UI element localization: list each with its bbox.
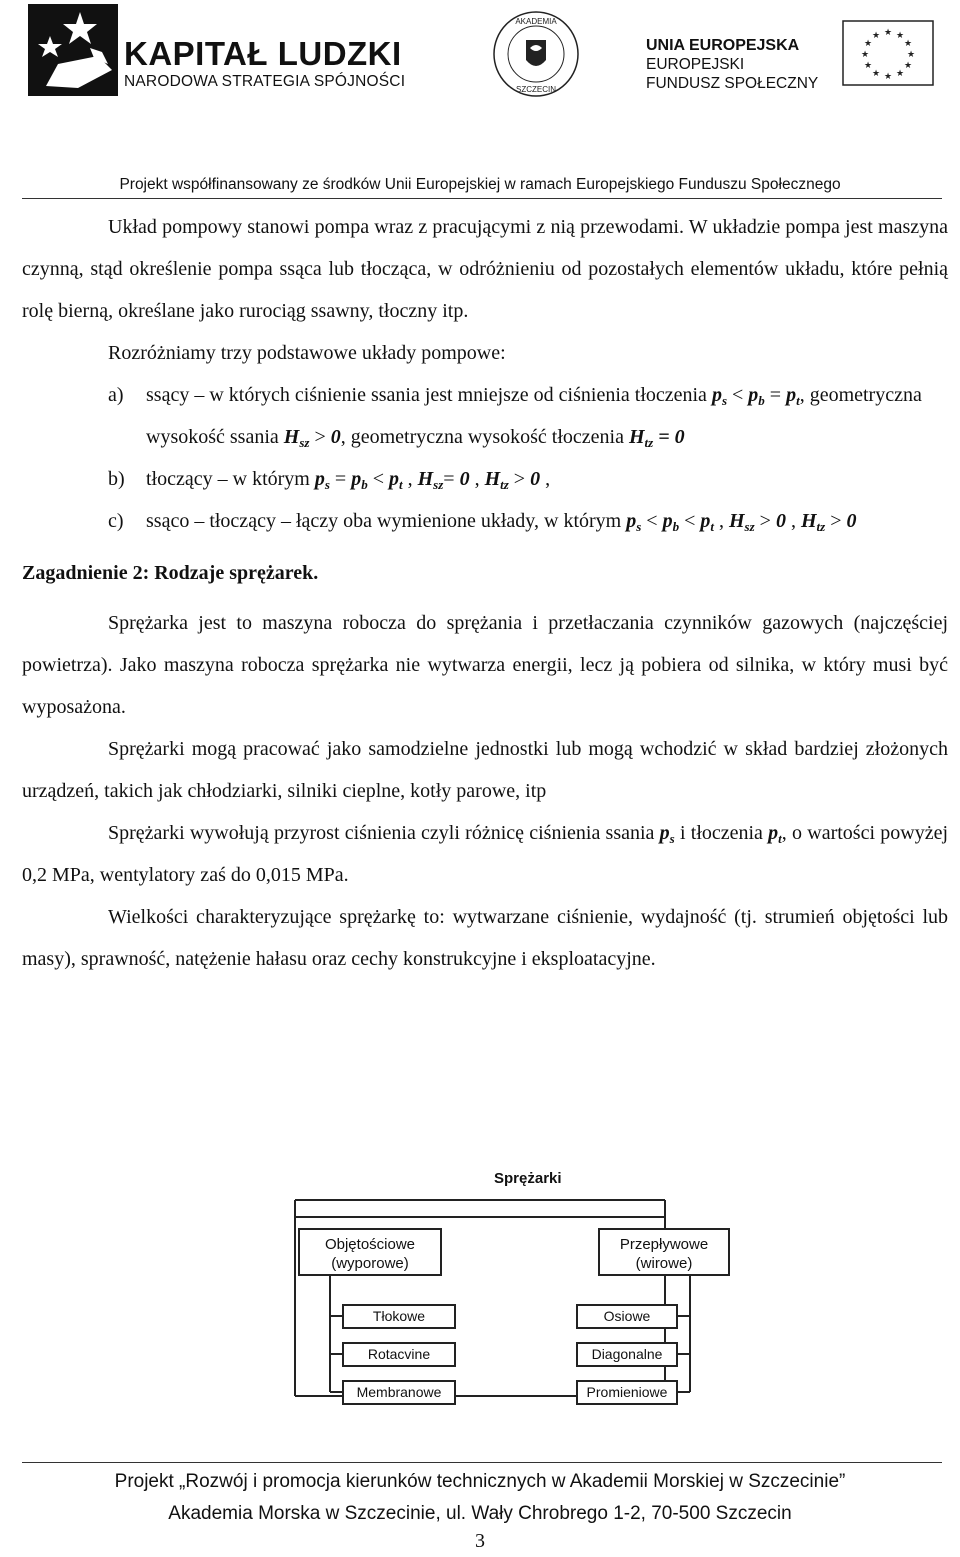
box-piston: Tłokowe <box>342 1304 456 1329</box>
footer-divider <box>22 1462 942 1463</box>
p5-part-a: Sprężarki wywołują przyrost ciśnienia czyli różnicę ciśnienia ssania <box>108 822 655 844</box>
svg-text:AKADEMIA: AKADEMIA <box>515 17 557 26</box>
list-a-text1: ssący – w których ciśnienie ssania jest mniejsze od ciśnienia tłoczenia <box>146 384 707 406</box>
svg-text:★: ★ <box>903 39 913 49</box>
svg-text:SZCZECIN: SZCZECIN <box>516 85 556 94</box>
box-volumetric <box>298 1228 442 1276</box>
box-flow-title: Przepływowe <box>619 1236 709 1253</box>
list-a-text2: , geometryczna wysokość ssania <box>146 384 922 448</box>
box-diagonal: Diagonalne <box>576 1342 678 1367</box>
box-axial: Osiowe <box>576 1304 678 1329</box>
footer-address: Akademia Morska w Szczecinie, ul. Wały Chrobrego 1-2, 70-500 Szczecin <box>168 1503 792 1524</box>
box-volumetric-sub: (wyporowe) <box>331 1255 409 1272</box>
svg-text:★: ★ <box>895 69 905 79</box>
list-label-a: a) <box>108 384 124 406</box>
list-label-c: c) <box>108 510 124 532</box>
compressor-classification-diagram <box>0 1160 960 1420</box>
kapital-ludzki-logo <box>28 4 118 96</box>
svg-text:★: ★ <box>871 31 881 41</box>
page-number: 3 <box>475 1530 485 1552</box>
eu-title: UNIA EUROPEJSKA <box>646 37 800 54</box>
svg-text:★: ★ <box>883 28 893 38</box>
paragraph-compressor-definition: Sprężarka jest to maszyna robocza do sprężania i przetłaczania czynników gazowych (najczęściej powietrza). Jako maszyna robocza sprężarka nie wytwarza energii, lecz ją pobiera od silnika, w który musi być wyposażona. <box>22 612 948 718</box>
svg-text:★: ★ <box>906 50 916 60</box>
page-footer <box>0 1466 960 1530</box>
box-rotary: Rotacvine <box>342 1342 456 1367</box>
paragraph-pump-system: Układ pompowy stanowi pompa wraz z pracującymi z nią przewodami. W układzie pompa jest maszyna czynną, stąd określenie pompa ssąca lub tłocząca, w odróżnieniu od pozostałych elementów układu, które pełnią rolę bierną, określane jako rurociąg ssawny, tłoczny itp. <box>22 216 948 322</box>
list-item-a: a) ssący – w których ciśnienie ssania jest mniejsze od ciśnienia tłoczenia $p_s < p_b = p_t$, geometryczna wysokość ssania $H_{sz} > 0$, geometryczna wysokość tłoczenia $H_{tz} = 0$ <box>22 374 948 458</box>
svg-text:★: ★ <box>860 50 870 60</box>
page-header <box>0 0 960 205</box>
box-radial: Promieniowe <box>576 1380 678 1405</box>
diagram-root-label: Sprężarki <box>494 1170 562 1187</box>
list-b-text1: tłoczący – w którym <box>146 468 310 490</box>
eu-wordmark <box>646 36 818 93</box>
cofinancing-note: Projekt współfinansowany ze środków Unii Europejskiej w ramach Europejskiego Funduszu Społecznego <box>119 176 841 193</box>
paragraph-pump-types-intro: Rozróżniamy trzy podstawowe układy pompowe: <box>108 342 506 364</box>
svg-text:★: ★ <box>903 61 913 71</box>
paragraph-compressor-usage: Sprężarki mogą pracować jako samodzielne jednostki lub mogą wchodzić w skład bardziej złożonych urządzeń, takich jak chłodziarki, silniki cieplne, kotły parowe, itp <box>22 738 948 802</box>
list-c-text1: ssąco – tłoczący – łączy oba wymienione układy, w którym <box>146 510 622 532</box>
logo-title: KAPITAŁ LUDZKI <box>124 35 402 72</box>
p5-part-c: o wartości powyżej 0,2 MPa, wentylatory zaś do 0,015 MPa. <box>22 822 949 886</box>
eu-line2: FUNDUSZ SPOŁECZNY <box>646 75 819 92</box>
list-a-text3: , geometryczna wysokość tłoczenia <box>340 426 624 448</box>
logo-subtitle: NARODOWA STRATEGIA SPÓJNOŚCI <box>124 73 406 90</box>
kapital-ludzki-wordmark <box>124 36 405 92</box>
svg-text:★: ★ <box>871 69 881 79</box>
box-membrane: Membranowe <box>342 1380 456 1405</box>
paragraph-characteristics: Wielkości charakteryzujące sprężarkę to: wytwarzane ciśnienie, wydajność (tj. strumień objętości lub masy), sprawność, natężenie hałasu oraz cechy konstrukcyjne i eksploatacyjne. <box>22 906 948 970</box>
list-item-c: c) ssąco – tłoczący – łączy oba wymienione układy, w którym $p_s < p_b < p_t$ , $H_{sz} > 0$ , $H_{tz} > 0$ <box>22 500 948 542</box>
eu-line1: EUROPEJSKI <box>646 56 745 73</box>
list-label-b: b) <box>108 468 125 490</box>
eu-flag-icon <box>842 20 934 86</box>
header-divider <box>22 198 942 199</box>
box-volumetric-title: Objętościowe <box>324 1236 416 1253</box>
section-heading: Zagadnienie 2: Rodzaje sprężarek. <box>22 562 319 584</box>
akademia-morska-emblem <box>492 10 580 98</box>
svg-text:★: ★ <box>863 61 873 71</box>
document-body <box>22 206 948 980</box>
footer-project: Projekt „Rozwój i promocja kierunków technicznych w Akademii Morskiej w Szczecinie” <box>114 1471 846 1492</box>
svg-text:★: ★ <box>883 72 893 82</box>
list-item-b: b) tłoczący – w którym $p_s = p_b < p_t$ , $H_{sz}= 0$ , $H_{tz} > 0$ , <box>22 458 948 500</box>
box-flow <box>598 1228 730 1276</box>
p5-part-b: i tłoczenia <box>679 822 763 844</box>
paragraph-pressure-increase: Sprężarki wywołują przyrost ciśnienia czyli różnicę ciśnienia ssania $p_s$ i tłoczenia $p_t$, o wartości powyżej 0,2 MPa, wentylatory zaś do 0,015 MPa. <box>22 822 949 886</box>
box-flow-sub: (wirowe) <box>635 1255 693 1272</box>
svg-text:★: ★ <box>863 39 873 49</box>
diagram-connectors <box>0 1160 960 1420</box>
svg-text:★: ★ <box>895 31 905 41</box>
